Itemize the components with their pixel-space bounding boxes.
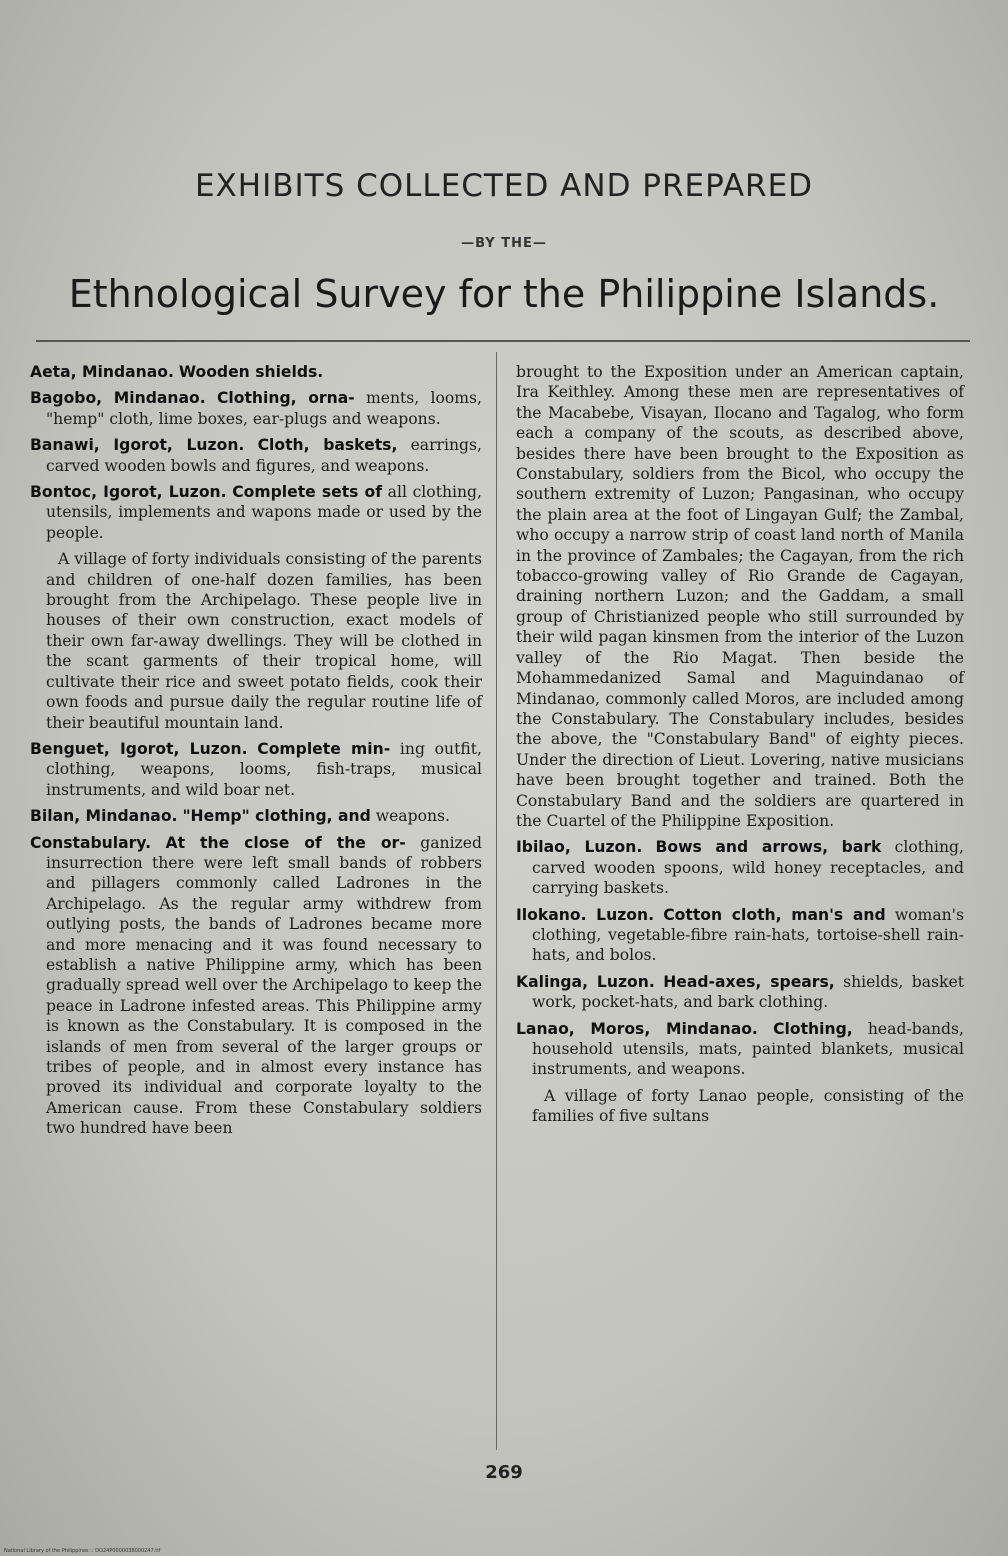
entry-bilan bbox=[30, 806, 482, 826]
entry-name: Aeta, Mindanao. bbox=[30, 363, 174, 381]
entry-items: Cloth, baskets, bbox=[257, 436, 398, 455]
entry-banawi bbox=[30, 435, 482, 476]
entry-ibilao bbox=[516, 837, 964, 898]
page-number: 269 bbox=[485, 1462, 523, 1483]
bontoc-village-paragraph: A village of forty individuals consisting of the parents and children of one-half dozen families, has been brought from the Archipelago. These people live in houses of their own construction, exact models of their own far-away dwellings. They will be clothed in the scant garments of their tropical home, will cultivate their rice and sweet potato fields, cook their own foods and pursue daily the regular routine life of their beautiful mountain land. bbox=[46, 550, 482, 732]
entry-items: At the close of the or- bbox=[165, 833, 406, 852]
entry-name: Ilokano. Luzon. bbox=[516, 905, 655, 924]
entry-items: Clothing, bbox=[773, 1019, 853, 1038]
entry-text: shields, basket work, pocket-hats, and bark clothing. bbox=[532, 972, 964, 1012]
entry-name: Constabulary. bbox=[30, 833, 151, 852]
entry-name: Kalinga, Luzon. bbox=[516, 972, 655, 991]
entry-text: all clothing, utensils, implements and wapons made or used by the people. bbox=[46, 483, 482, 542]
entry-items: Complete min- bbox=[257, 739, 391, 758]
entry-text: clothing, carved wooden spoons, wild honey receptacles, and carrying baskets. bbox=[532, 838, 964, 898]
entry-text: weapons. bbox=[375, 807, 450, 826]
entry-name: Benguet, Igorot, Luzon. bbox=[30, 739, 248, 758]
entry-name: Ibilao, Luzon. bbox=[516, 838, 643, 857]
entry-name: Bilan, Mindanao. bbox=[30, 807, 178, 826]
entry-kalinga bbox=[516, 972, 964, 1013]
entry-benguet bbox=[30, 739, 482, 800]
entry-items: Clothing, orna- bbox=[216, 389, 355, 408]
entry-ilokano bbox=[516, 905, 964, 966]
entry-text: head-bands, household utensils, mats, painted blankets, musical instruments, and weapons. bbox=[532, 1019, 964, 1079]
entry-constabulary bbox=[30, 833, 482, 1139]
by-the-subheading: —BY THE— bbox=[461, 236, 547, 251]
exhibits-heading: EXHIBITS COLLECTED AND PREPARED bbox=[194, 168, 814, 204]
entry-text: earrings, carved wooden bowls and figures, and weapons. bbox=[46, 436, 482, 475]
left-column bbox=[30, 362, 482, 1145]
column-divider bbox=[496, 352, 497, 1450]
right-column bbox=[516, 362, 964, 1133]
entry-text: ganized insurrection there were left small bands of robbers and pillagers commonly called Ladrones in the Archipelago. As the regular army withdrew from outlying posts, the bands of Ladrones became more and more menacing and it was found necessary to establish a native Philippine army, which has been gradually spread well over the Archipelago to keep the peace in Ladrone infested areas. This Philippine army is known as the Constabulary. It is composed in the islands of men from several of the larger groups or tribes of people, and in almost every instance has proved its individual and corporate loyalty to the American cause. From these Constabulary soldiers two hundred have been bbox=[46, 833, 482, 1138]
entry-bagobo bbox=[30, 388, 482, 429]
title-rule bbox=[36, 340, 970, 342]
entry-items: Cotton cloth, man's and bbox=[663, 905, 886, 924]
entry-text: ments, looms, "hemp" cloth, lime boxes, ear-plugs and weapons. bbox=[46, 389, 482, 428]
entry-items: "Hemp" clothing, and bbox=[182, 807, 371, 826]
entry-name: Bontoc, Igorot, Luzon. bbox=[30, 483, 227, 502]
entry-name: Lanao, Moros, Mindanao. bbox=[516, 1019, 758, 1038]
entry-aeta bbox=[30, 362, 482, 382]
constabulary-continued: brought to the Exposition under an American captain, Ira Keithley. Among these men are representatives of the Macabebe, Visayan, Ilocano and Tagalog, who form each a company of the scouts, as described above, besides there have been brought to the Exposition as Constabulary, soldiers from the Bicol, who occupy the southern extremity of Luzon; Pangasinan, who occupy the plain area at the foot of Lingayan Gulf; the Zambal, who occupy a narrow strip of coast land north of Manila in the province of Zambales; the Cagayan, from the rich tobacco-growing valley of Rio Grande de Cagayan, draining northern Luzon; and the Gaddam, a small group of Christianized people who still surrounded by their wild pagan kinsmen from the interior of the Luzon valley of the Rio Magat. Then beside the Mohammedanized Samal and Maguindanao of Mindanao, commonly called Moros, are included among the Constabulary. The Constabulary includes, besides the above, the "Constabulary Band" of eighty pieces. Under the direction of Lieut. Lovering, native musicians have been brought together and trained. Both the Constabulary Band and the soldiers are quartered in the Cuartel of the Philippine Exposition. bbox=[516, 363, 964, 830]
page-title: Ethnological Survey for the Philippine Islands. bbox=[68, 272, 940, 316]
entry-text: woman's clothing, vegetable-fibre rain-hats, tortoise-shell rain-hats, and bolos. bbox=[532, 905, 964, 965]
entry-name: Bagobo, Mindanao. bbox=[30, 389, 206, 408]
entry-items: Bows and arrows, bark bbox=[655, 838, 882, 857]
entry-lanao bbox=[516, 1019, 964, 1080]
entry-name: Banawi, Igorot, Luzon. bbox=[30, 436, 245, 455]
scan-footer: National Library of the Philippines :: DO24P0000038000247.tif bbox=[4, 1548, 161, 1554]
lanao-village-paragraph: A village of forty Lanao people, consisting of the families of five sultans bbox=[532, 1086, 964, 1126]
entry-bontoc bbox=[30, 482, 482, 543]
entry-items: Complete sets of bbox=[232, 483, 383, 502]
entry-items: Head-axes, spears, bbox=[663, 972, 835, 991]
entry-items: Wooden shields. bbox=[178, 363, 324, 381]
entry-text: ing outfit, clothing, weapons, looms, fish-traps, musical instruments, and wild boar net. bbox=[46, 739, 482, 799]
